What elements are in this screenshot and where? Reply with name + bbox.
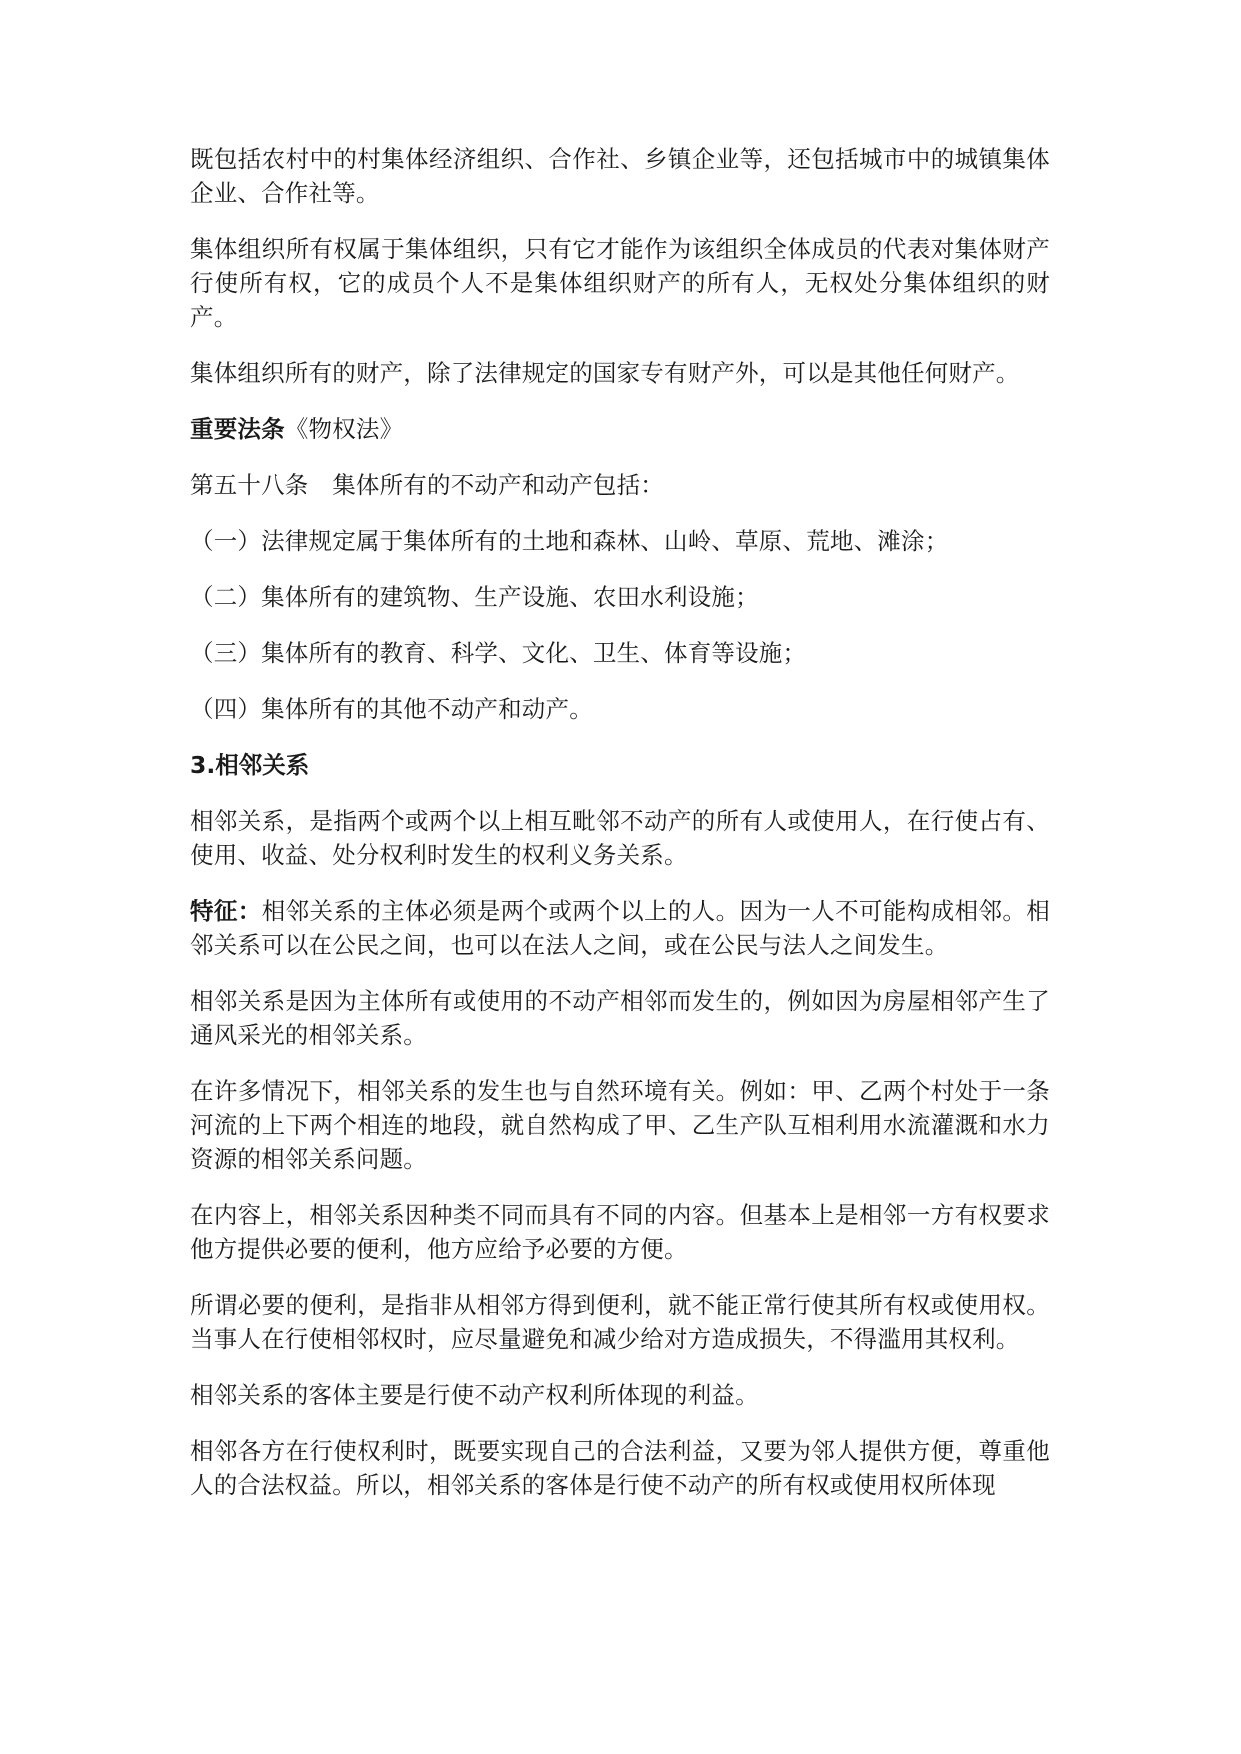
- paragraph-neighbor-definition: 相邻关系，是指两个或两个以上相互毗邻不动产的所有人或使用人，在行使占有、使用、收益、处分权利时发生的权利义务关系。: [190, 807, 1050, 869]
- paragraph-object: 相邻关系的客体主要是行使不动产权利所体现的利益。: [190, 1381, 759, 1409]
- paragraph-features: [190, 894, 1050, 962]
- section-heading: 3.相邻关系: [190, 751, 310, 779]
- features-label: 特征：: [190, 897, 262, 925]
- article-item-2: （二）集体所有的建筑物、生产设施、农田水利设施；: [190, 583, 759, 611]
- paragraph-content: 在内容上，相邻关系因种类不同而具有不同的内容。但基本上是相邻一方有权要求他方提供必要的便利，他方应给予必要的方便。: [190, 1201, 1050, 1263]
- paragraph-neighbor-cause: 相邻关系是因为主体所有或使用的不动产相邻而发生的，例如因为房屋相邻产生了通风采光的相邻关系。: [190, 987, 1050, 1049]
- article-item-3: （三）集体所有的教育、科学、文化、卫生、体育等设施；: [190, 639, 807, 667]
- article-item-1: （一）法律规定属于集体所有的土地和森林、山岭、草原、荒地、滩涂；: [190, 527, 949, 555]
- law-title: [190, 412, 1050, 446]
- paragraph-collective-orgs: 既包括农村中的村集体经济组织、合作社、乡镇企业等，还包括城市中的城镇集体企业、合作社等。: [190, 145, 1050, 207]
- law-title-name: 《物权法》: [284, 415, 404, 443]
- features-text: 相邻关系的主体必须是两个或两个以上的人。因为一人不可能构成相邻。相邻关系可以在公民之间，也可以在法人之间，或在公民与法人之间发生。: [190, 897, 1050, 959]
- paragraph-collective-ownership: 集体组织所有权属于集体组织，只有它才能作为该组织全体成员的代表对集体财产行使所有权，它的成员个人不是集体组织财产的所有人，无权处分集体组织的财产。: [190, 235, 1050, 331]
- paragraph-collective-property: 集体组织所有的财产，除了法律规定的国家专有财产外，可以是其他任何财产。: [190, 359, 1020, 387]
- paragraph-necessary-convenience: 所谓必要的便利，是指非从相邻方得到便利，就不能正常行使其所有权或使用权。当事人在行使相邻权时，应尽量避免和减少给对方造成损失，不得滥用其权利。: [190, 1291, 1050, 1353]
- paragraph-rights-exercise: 相邻各方在行使权利时，既要实现自己的合法利益，又要为邻人提供方便，尊重他人的合法权益。所以，相邻关系的客体是行使不动产的所有权或使用权所体现: [190, 1437, 1050, 1499]
- paragraph-natural-environment: 在许多情况下，相邻关系的发生也与自然环境有关。例如：甲、乙两个村处于一条河流的上下两个相连的地段，就自然构成了甲、乙生产队互相利用水流灌溉和水力资源的相邻关系问题。: [190, 1077, 1050, 1173]
- article-item-4: （四）集体所有的其他不动产和动产。: [190, 695, 593, 723]
- law-title-label: 重要法条: [190, 415, 285, 443]
- article-58: 第五十八条 集体所有的不动产和动产包括：: [190, 471, 664, 499]
- document-page: [190, 142, 1050, 1524]
